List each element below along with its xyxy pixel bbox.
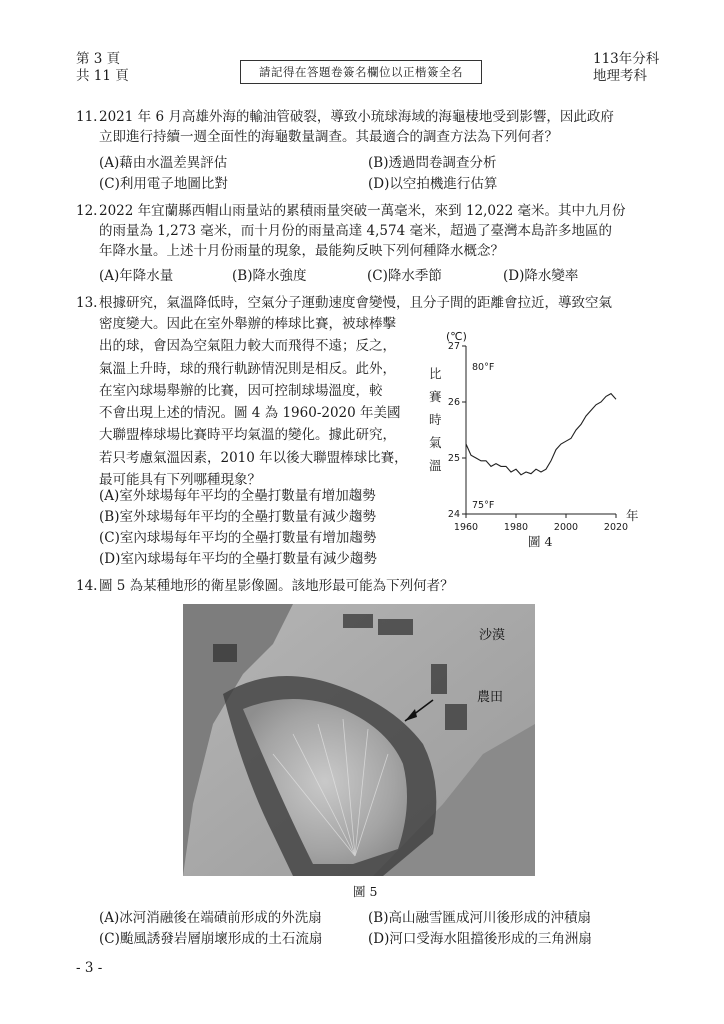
q14-option-c[interactable]: (C)颱風誘發岩層崩壞形成的土石流扇 [99, 931, 323, 947]
question-text-line: 不會出現上述的情況。圖 4 為 1960-2020 年美國 [99, 405, 401, 422]
signature-notice: 請記得在答題卷簽名欄位以正楷簽全名 [240, 60, 482, 84]
q14-option-a[interactable]: (A)冰河消融後在端磧前形成的外洗扇 [99, 910, 322, 926]
q13-option-a[interactable]: (A)室外球場每年平均的全壘打數量有增加趨勢 [99, 488, 376, 504]
q12-option-b[interactable]: (B)降水強度 [232, 268, 307, 284]
figure4-temperature-chart [418, 326, 658, 546]
y-tick-label: 27 [447, 341, 460, 352]
q14-option-d[interactable]: (D)河口受海水阻擋後形成的三角洲扇 [368, 931, 592, 947]
question-number: 11. [76, 109, 98, 125]
q13-option-b[interactable]: (B)室外球場每年平均的全壘打數量有減少趨勢 [99, 509, 376, 525]
question-text-line: 年降水量。上述十月份雨量的現象，最能夠反映下列何種降水概念？ [99, 243, 504, 259]
annotation-75f: 75°F [472, 500, 495, 511]
y-tick-label: 26 [447, 397, 460, 408]
q12-option-c[interactable]: (C)降水季節 [367, 268, 442, 284]
page-label: 第 3 頁 [76, 51, 121, 67]
y-tick-label: 25 [447, 453, 460, 464]
total-pages-label: 共 11 頁 [76, 68, 129, 84]
x-tick-label: 1960 [453, 522, 479, 533]
question-number: 12. [76, 203, 98, 219]
question-number: 14. [76, 578, 98, 594]
question-text-line: 2022 年宜蘭縣西帽山雨量站的累積雨量突破一萬毫米，來到 12,022 毫米。其中九月份 [99, 203, 626, 219]
question-text-line: 氣溫上升時，球的飛行軌跡情況則是相反。此外， [99, 360, 396, 377]
page-number-footer: - 3 - [76, 960, 103, 976]
question-text-line: 大聯盟棒球場比賽時平均氣溫的變化。據此研究， [99, 427, 396, 444]
question-text-line: 立即進行持續一週全面性的海龜數量調查。其最適合的調查方法為下列何者？ [99, 129, 558, 145]
q11-option-c[interactable]: (C)利用電子地圖比對 [99, 176, 228, 192]
question-text-line: 在室內球場舉辦的比賽，因可控制球場溫度，較 [99, 382, 383, 399]
exam-subject: 地理考科 [593, 68, 647, 84]
y-axis-label [429, 366, 442, 473]
q11-option-b[interactable]: (B)透過問卷調查分析 [368, 155, 497, 171]
x-axis-label: 年 [626, 508, 639, 523]
x-tick-label: 1980 [503, 522, 529, 533]
y-axis-unit-label: (℃) [446, 330, 467, 343]
y-tick-label: 24 [447, 509, 460, 520]
question-text-line: 根據研究，氣溫降低時，空氣分子運動速度會變慢，且分子間的距離會拉近，導致空氣 [99, 295, 612, 311]
question-text-line: 2021 年 6 月高雄外海的輸油管破裂，導致小琉球海域的海龜棲地受到影響，因此政府 [99, 109, 614, 125]
figure4-caption: 圖 4 [528, 534, 553, 549]
question-11 [76, 107, 656, 147]
question-text-line: 的雨量為 1,273 毫米，而十月份的雨量高達 4,574 毫米，超過了臺灣本島許多地區的 [99, 223, 612, 239]
question-14 [76, 576, 656, 596]
question-text-line: 最可能具有下列哪種現象？ [99, 472, 261, 489]
exam-year: 113年分科 [593, 51, 660, 67]
annotation-80f: 80°F [472, 362, 495, 373]
q13-option-c[interactable]: (C)室內球場每年平均的全壘打數量有增加趨勢 [99, 530, 377, 546]
y-axis-label-text: 比賽時氣溫 [429, 366, 442, 473]
x-tick-label: 2020 [603, 522, 629, 533]
q13-option-d[interactable]: (D)室內球場每年平均的全壘打數量有減少趨勢 [99, 551, 377, 567]
question-text-line: 若只考慮氣溫因素，2010 年以後大聯盟棒球比賽， [99, 449, 408, 466]
q14-option-b[interactable]: (B)高山融雪匯成河川後形成的沖積扇 [368, 910, 591, 926]
figure5-caption: 圖 5 [353, 884, 378, 899]
question-text-line: 出的球，會因為空氣阻力較大而飛得不遠；反之， [99, 338, 396, 355]
satellite-image-graphic [183, 604, 535, 876]
q11-option-a[interactable]: (A)藉由水溫差異評估 [99, 155, 228, 171]
label-farmland: 農田 [477, 690, 504, 705]
question-text-line: 密度變大。因此在室外舉辦的棒球比賽，被球棒擊 [99, 316, 396, 332]
figure5-satellite-image [183, 604, 535, 876]
question-number: 13. [76, 295, 98, 311]
q12-option-a[interactable]: (A)年降水量 [99, 268, 174, 284]
q12-option-d[interactable]: (D)降水變率 [503, 268, 579, 284]
question-12 [76, 201, 656, 261]
question-text-line: 圖 5 為某種地形的衛星影像圖。該地形最可能為下列何者？ [99, 578, 454, 594]
x-tick-label: 2000 [553, 522, 579, 533]
q11-option-d[interactable]: (D)以空拍機進行估算 [368, 176, 498, 192]
temperature-series-line [466, 394, 616, 475]
label-desert: 沙漠 [479, 628, 506, 643]
